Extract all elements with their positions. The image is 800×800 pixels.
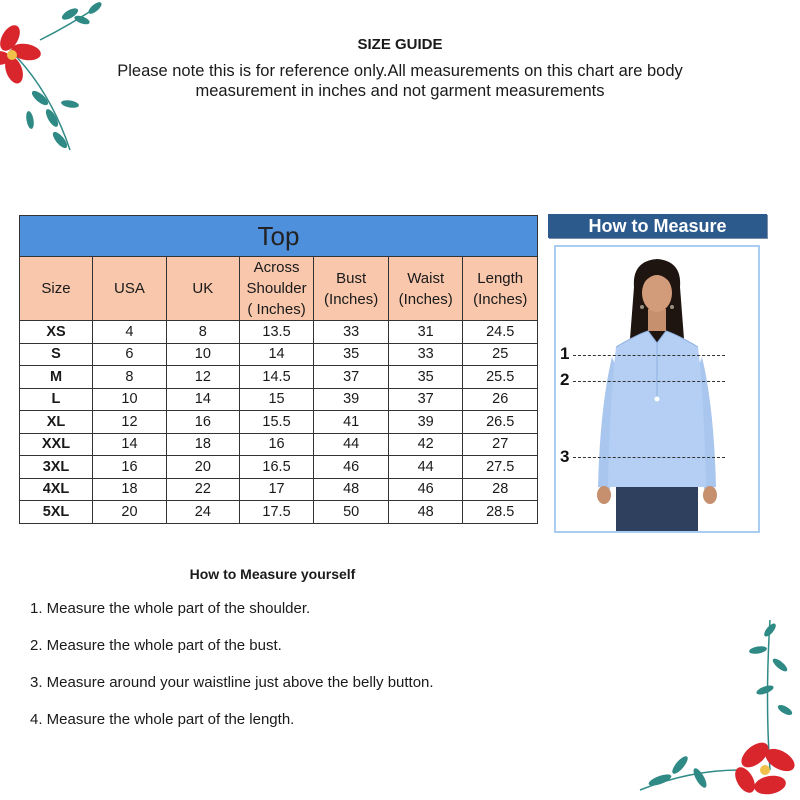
table-row <box>20 388 538 411</box>
model-illustration <box>556 247 758 531</box>
cell-length: 26 <box>463 388 538 411</box>
length-line-1: Length <box>477 269 524 287</box>
measure-marker-3: 3 <box>560 447 570 466</box>
cell-length: 26.5 <box>463 411 538 434</box>
cell-shoulder: 16 <box>239 433 314 456</box>
model-photo <box>554 245 760 533</box>
table-row <box>20 411 538 434</box>
waist-line-2: (Inches) <box>398 290 453 308</box>
across-shoulder-line-3: ( Inches) <box>247 301 306 318</box>
cell-bust: 37 <box>314 366 389 389</box>
waist-line-1: Waist <box>407 269 445 287</box>
cell-bust: 46 <box>314 456 389 479</box>
table-row <box>20 501 538 524</box>
cell-shoulder: 14 <box>239 343 314 366</box>
across-shoulder-line-1: Across <box>253 259 300 276</box>
instructions-list <box>30 600 434 748</box>
cell-size: XS <box>20 321 93 344</box>
cell-waist: 44 <box>388 456 463 479</box>
table-row <box>20 321 538 344</box>
cell-waist: 39 <box>388 411 463 434</box>
instruction-step-4: 4. Measure the whole part of the length. <box>30 711 295 728</box>
measure-marker-1: 1 <box>560 344 570 363</box>
cell-waist: 46 <box>388 478 463 501</box>
cell-shoulder: 15 <box>239 388 314 411</box>
cell-usa: 20 <box>92 501 166 524</box>
cell-shoulder: 14.5 <box>239 366 314 389</box>
column-header-bust <box>314 257 389 321</box>
cell-usa: 12 <box>92 411 166 434</box>
cell-waist: 31 <box>388 321 463 344</box>
cell-size: 3XL <box>20 456 93 479</box>
table-row <box>20 366 538 389</box>
table-row <box>20 433 538 456</box>
reference-note-line-1: Please note this is for reference only.All measurements on this chart are body <box>117 62 683 80</box>
cell-bust: 44 <box>314 433 389 456</box>
cell-waist: 42 <box>388 433 463 456</box>
cell-uk: 8 <box>166 321 239 344</box>
cell-size: S <box>20 343 93 366</box>
cell-shoulder: 17.5 <box>239 501 314 524</box>
cell-shoulder: 16.5 <box>239 456 314 479</box>
cell-waist: 35 <box>388 366 463 389</box>
cell-waist: 37 <box>388 388 463 411</box>
table-row <box>20 343 538 366</box>
column-header-length <box>463 257 538 321</box>
cell-uk: 20 <box>166 456 239 479</box>
cell-uk: 12 <box>166 366 239 389</box>
cell-bust: 41 <box>314 411 389 434</box>
shoulder-line <box>573 355 725 356</box>
cell-uk: 18 <box>166 433 239 456</box>
bust-line-1: Bust <box>336 269 367 287</box>
waist-line <box>573 457 725 458</box>
cell-uk: 24 <box>166 501 239 524</box>
instruction-step-2: 2. Measure the whole part of the bust. <box>30 637 282 654</box>
cell-length: 28.5 <box>463 501 538 524</box>
cell-size: XXL <box>20 433 93 456</box>
cell-uk: 14 <box>166 388 239 411</box>
column-header-usa: USA <box>92 257 166 321</box>
cell-size: 4XL <box>20 478 93 501</box>
cell-bust: 39 <box>314 388 389 411</box>
table-row <box>20 456 538 479</box>
cell-size: XL <box>20 411 93 434</box>
cell-usa: 8 <box>92 366 166 389</box>
page-title: SIZE GUIDE <box>357 36 443 53</box>
how-to-measure-label: How to Measure <box>548 214 767 238</box>
bust-line-2: (Inches) <box>324 290 379 308</box>
cell-usa: 6 <box>92 343 166 366</box>
cell-shoulder: 17 <box>239 478 314 501</box>
column-header-waist <box>388 257 463 321</box>
cell-length: 24.5 <box>463 321 538 344</box>
cell-uk: 22 <box>166 478 239 501</box>
across-shoulder-line-2: Shoulder <box>246 280 307 297</box>
table-title: Top <box>20 216 538 257</box>
cell-uk: 10 <box>166 343 239 366</box>
length-line-2: (Inches) <box>473 290 528 308</box>
floral-decoration-bottom-right <box>620 620 800 800</box>
cell-size: M <box>20 366 93 389</box>
column-header-size: Size <box>20 257 93 321</box>
cell-bust: 48 <box>314 478 389 501</box>
cell-length: 28 <box>463 478 538 501</box>
cell-length: 27 <box>463 433 538 456</box>
cell-usa: 14 <box>92 433 166 456</box>
cell-bust: 33 <box>314 321 389 344</box>
cell-waist: 33 <box>388 343 463 366</box>
instruction-step-1: 1. Measure the whole part of the shoulder. <box>30 600 311 617</box>
cell-waist: 48 <box>388 501 463 524</box>
column-header-uk: UK <box>166 257 239 321</box>
cell-bust: 50 <box>314 501 389 524</box>
cell-usa: 10 <box>92 388 166 411</box>
cell-usa: 4 <box>92 321 166 344</box>
cell-length: 25.5 <box>463 366 538 389</box>
cell-length: 27.5 <box>463 456 538 479</box>
cell-usa: 16 <box>92 456 166 479</box>
cell-size: L <box>20 388 93 411</box>
cell-shoulder: 15.5 <box>239 411 314 434</box>
measure-marker-2: 2 <box>560 370 570 389</box>
bust-line <box>573 381 725 382</box>
reference-note <box>80 61 720 101</box>
cell-bust: 35 <box>314 343 389 366</box>
cell-usa: 18 <box>92 478 166 501</box>
size-chart-table <box>19 215 538 524</box>
cell-length: 25 <box>463 343 538 366</box>
cell-uk: 16 <box>166 411 239 434</box>
cell-shoulder: 13.5 <box>239 321 314 344</box>
cell-size: 5XL <box>20 501 93 524</box>
instruction-step-3: 3. Measure around your waistline just above the belly button. <box>30 674 434 691</box>
reference-note-line-2: measurement in inches and not garment measurements <box>195 82 605 100</box>
instructions-title: How to Measure yourself <box>189 566 356 582</box>
table-row <box>20 478 538 501</box>
column-header-across-shoulder <box>239 257 314 321</box>
